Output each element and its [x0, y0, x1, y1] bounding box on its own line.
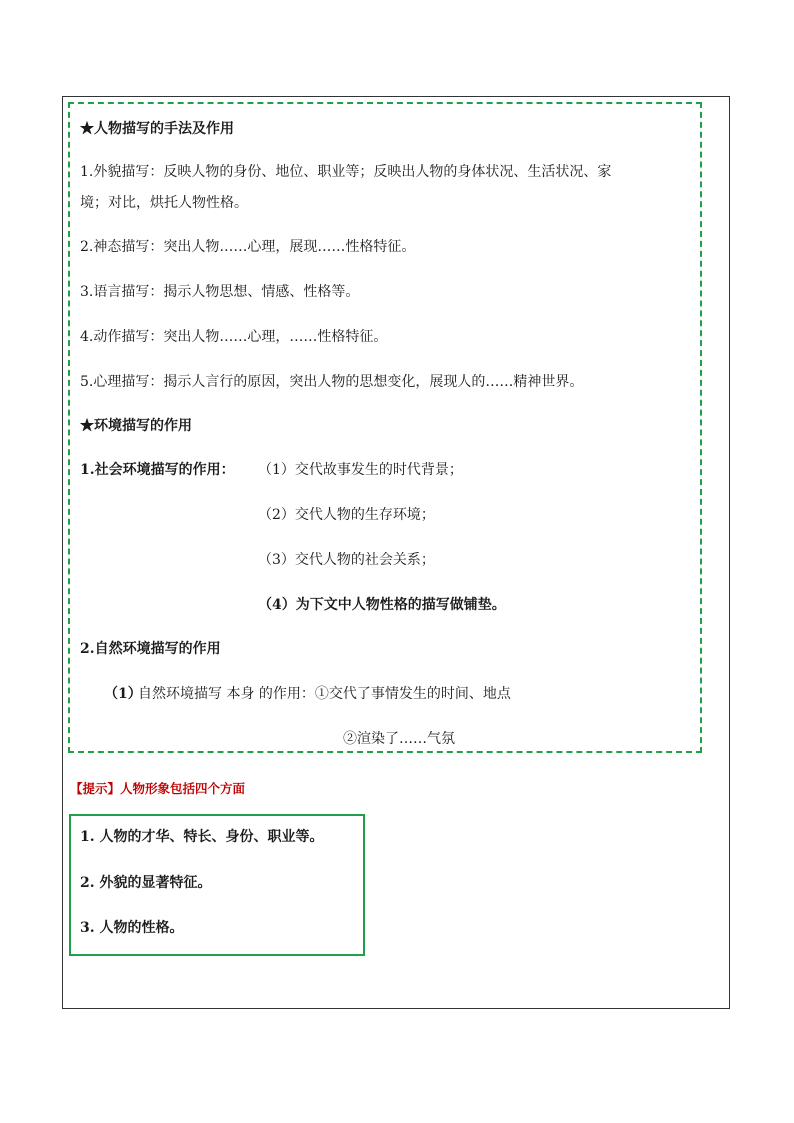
- hint-text: 人物形象包括四个方面: [120, 781, 246, 796]
- character-item-1a: 1.外貌描写：反映人物的身份、地位、职业等；反映出人物的身体状况、生活状况、家: [80, 164, 612, 180]
- hint-item-3: 3. 人物的性格。: [80, 920, 184, 936]
- character-item-2: 2.神态描写：突出人物……心理，展现……性格特征。: [80, 239, 416, 255]
- natural-environment-label: 2.自然环境描写的作用: [80, 641, 221, 657]
- social-environment-label: 1.社会环境描写的作用：: [80, 462, 235, 478]
- character-item-3: 3.语言描写：揭示人物思想、情感、性格等。: [80, 284, 360, 300]
- character-item-4: 4.动作描写：突出人物……心理，……性格特征。: [80, 329, 388, 345]
- natural-item-line-2: ②渲染了……气氛: [343, 731, 455, 747]
- social-item-3: （3）交代人物的社会关系；: [258, 552, 435, 568]
- natural-item-number: （1）: [104, 686, 142, 702]
- hint-item-2: 2. 外貌的显著特征。: [80, 875, 212, 891]
- character-item-1b: 境；对比，烘托人物性格。: [80, 195, 248, 211]
- environment-heading: ★环境描写的作用: [80, 418, 192, 434]
- character-heading: ★人物描写的手法及作用: [80, 121, 234, 137]
- social-item-1: （1）交代故事发生的时代背景；: [258, 462, 463, 478]
- hint-line: [70, 779, 245, 797]
- natural-item-line: 自然环境描写 本身 的作用：①交代了事情发生的时间、地点: [138, 686, 511, 702]
- hint-tag: 【提示】: [70, 781, 121, 796]
- character-item-5: 5.心理描写：揭示人言行的原因，突出人物的思想变化，展现人的……精神世界。: [80, 374, 584, 390]
- hint-item-1: 1. 人物的才华、特长、身份、职业等。: [80, 829, 324, 845]
- social-item-4: （4）为下文中人物性格的描写做铺垫。: [258, 597, 506, 613]
- social-item-2: （2）交代人物的生存环境；: [258, 507, 435, 523]
